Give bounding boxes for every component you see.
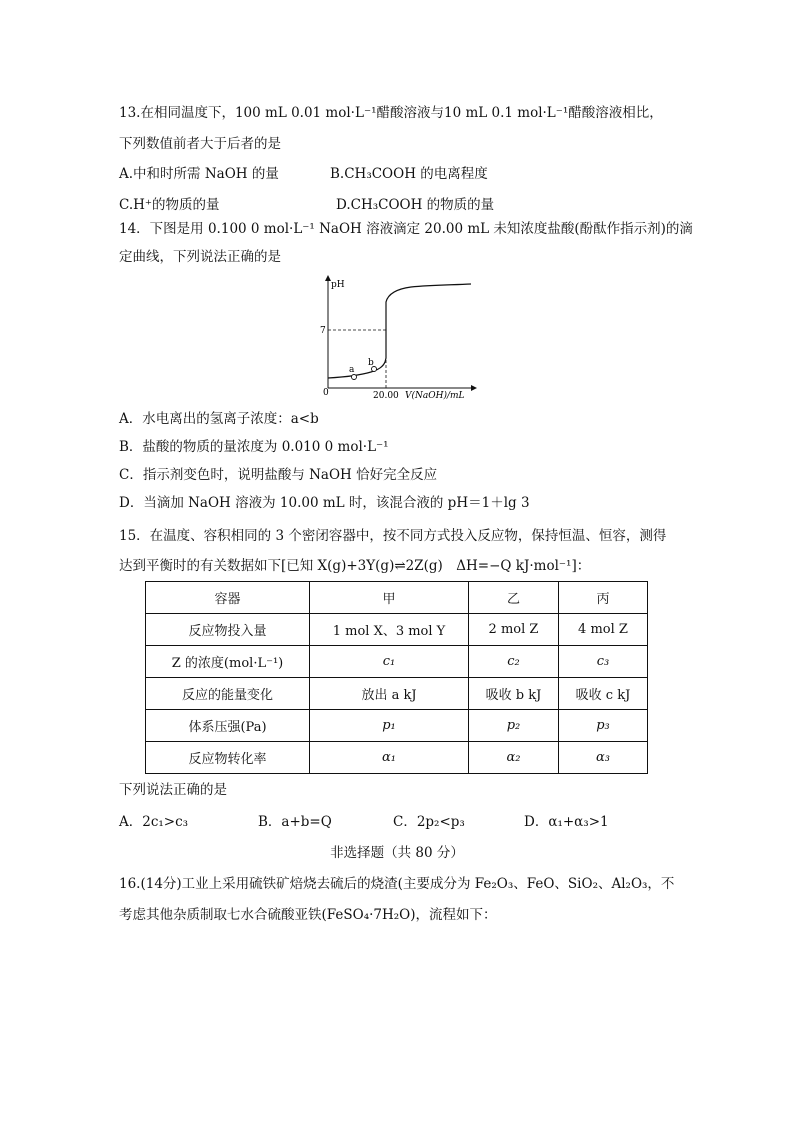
q15-option-c: C．2p₂<p₃: [393, 814, 465, 830]
q15-option-d: D．α₁+α₃>1: [524, 814, 609, 830]
q14-option-b: B．盐酸的物质的量浓度为 0.010 0 mol·L⁻¹: [119, 439, 389, 455]
table-row: [146, 710, 648, 742]
q13-option-d: D.CH₃COOH 的物质的量: [336, 197, 495, 213]
titration-curve-figure: [316, 274, 482, 406]
q13-option-a: A.中和时所需 NaOH 的量: [119, 166, 279, 182]
table-cell: c₂: [469, 646, 559, 678]
table-cell: p₁: [310, 710, 469, 742]
q16-line1: 16.(14分)工业上采用硫铁矿焙烧去硫后的烧渣(主要成分为 Fe₂O₃、FeO、SiO₂、Al₂O₃，不: [119, 876, 675, 892]
table-cell: p₂: [469, 710, 559, 742]
equilibrium-data-table: [145, 581, 648, 774]
table-cell: 反应物转化率: [146, 742, 310, 774]
table-cell: c₃: [559, 646, 648, 678]
q15-option-b: B．a+b=Q: [258, 814, 332, 830]
q14-stem-line2: 定曲线，下列说法正确的是: [119, 249, 281, 265]
table-cell: 1 mol X、3 mol Y: [310, 614, 469, 646]
x-tick-20: 20.00: [373, 391, 399, 401]
table-cell: 反应的能量变化: [146, 678, 310, 710]
table-cell: 吸收 b kJ: [469, 678, 559, 710]
table-row: [146, 646, 648, 678]
table-header-cell: 甲: [310, 582, 469, 614]
table-cell: 放出 a kJ: [310, 678, 469, 710]
table-cell: 2 mol Z: [469, 614, 559, 646]
point-a-label: a: [349, 365, 355, 375]
table-row: [146, 742, 648, 774]
table-header-cell: 丙: [559, 582, 648, 614]
q13-stem-line2: 下列数值前者大于后者的是: [119, 136, 281, 152]
table-cell: Z 的浓度(mol·L⁻¹): [146, 646, 310, 678]
q14-option-d: D．当滴加 NaOH 溶液为 10.00 mL 时，该混合液的 pH＝1＋lg 3: [119, 495, 530, 511]
q14-option-c: C．指示剂变色时，说明盐酸与 NaOH 恰好完全反应: [119, 467, 438, 483]
table-header-cell: 容器: [146, 582, 310, 614]
q15-stem-line1: 15．在温度、容积相同的 3 个密闭容器中，按不同方式投入反应物，保持恒温、恒容，测得: [119, 528, 667, 544]
table-cell: p₃: [559, 710, 648, 742]
q15-stem-line2: 达到平衡时的有关数据如下[已知 X(g)+3Y(g)⇌2Z(g) ΔH=−Q kJ·mol⁻¹]：: [119, 558, 591, 574]
table-row: [146, 678, 648, 710]
table-cell: α₁: [310, 742, 469, 774]
table-cell: 4 mol Z: [559, 614, 648, 646]
titration-curve: [328, 284, 471, 378]
origin-label: 0: [323, 388, 329, 398]
table-cell: α₂: [469, 742, 559, 774]
q15-after-table: 下列说法正确的是: [119, 782, 227, 798]
table-header-cell: 乙: [469, 582, 559, 614]
q15-option-a: A．2c₁>c₃: [119, 814, 189, 830]
q16-line2: 考虑其他杂质制取七水合硫酸亚铁(FeSO₄·7H₂O)，流程如下：: [119, 907, 497, 923]
q14-stem-line1: 14．下图是用 0.100 0 mol·L⁻¹ NaOH 溶液滴定 20.00 mL 未知浓度盐酸(酚酞作指示剂)的滴: [119, 221, 693, 237]
table-cell: c₁: [310, 646, 469, 678]
y-tick-7: 7: [320, 326, 326, 336]
q13-option-b: B.CH₃COOH 的电离程度: [330, 166, 488, 182]
section-title: 非选择题（共 80 分）: [330, 845, 464, 861]
table-row: [146, 614, 648, 646]
point-a-marker: [352, 375, 357, 380]
table-cell: α₃: [559, 742, 648, 774]
y-axis-label: pH: [331, 280, 345, 290]
point-b-label: b: [368, 358, 374, 368]
x-axis-label: V(NaOH)/mL: [405, 391, 465, 401]
q13-stem-line1: 13.在相同温度下，100 mL 0.01 mol·L⁻¹醋酸溶液与10 mL 0.1 mol·L⁻¹醋酸溶液相比，: [119, 105, 663, 121]
table-cell: 吸收 c kJ: [559, 678, 648, 710]
q13-option-c: C.H⁺的物质的量: [119, 197, 220, 213]
table-cell: 反应物投入量: [146, 614, 310, 646]
table-header-row: [146, 582, 648, 614]
table-cell: 体系压强(Pa): [146, 710, 310, 742]
q14-option-a: A．水电离出的氢离子浓度：a<b: [119, 411, 319, 427]
